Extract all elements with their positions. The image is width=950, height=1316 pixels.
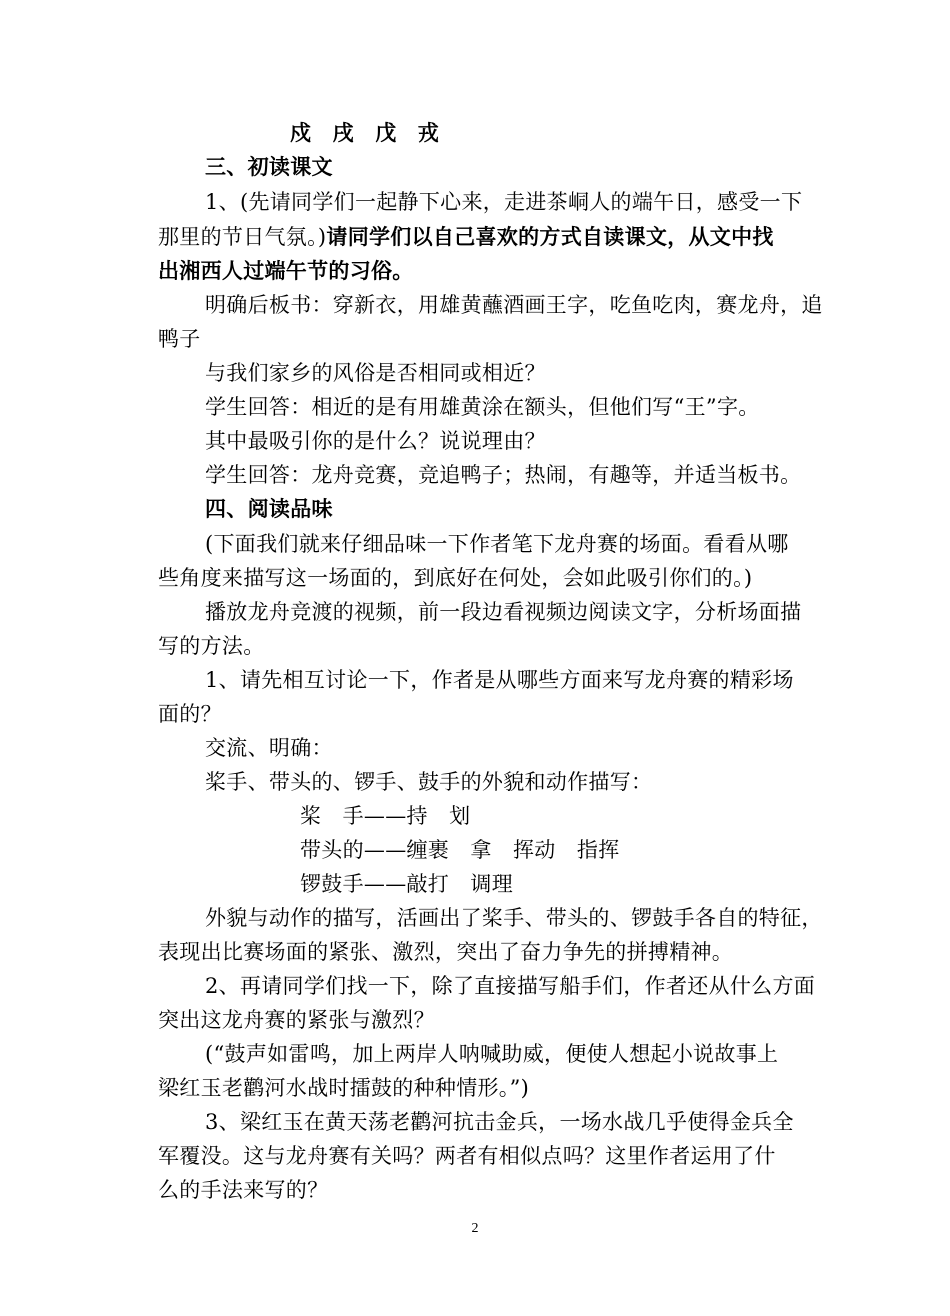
paragraph-line: 学生回答：龙舟竞赛，竞追鸭子；热闹，有趣等，并适当板书。 — [205, 463, 802, 487]
plain-text: 那里的节日气氛。) — [158, 225, 327, 249]
paragraph-line: 3、梁红玉在黄天荡老鹳河抗击金兵，一场水战几乎使得金兵全 — [205, 1110, 794, 1134]
page-number: 2 — [471, 1221, 479, 1236]
paragraph-line: 交流、明确： — [205, 736, 333, 760]
paragraph-line — [158, 220, 868, 254]
paragraph-line: 1、请先相互讨论一下，作者是从哪些方面来写龙舟赛的精彩场 — [205, 668, 794, 692]
paragraph-line: 桨手、带头的、锣手、鼓手的外貌和动作描写： — [205, 770, 653, 794]
paragraph-line: 么的手法来写的？ — [158, 1178, 329, 1202]
title-characters: 戍 戌 戊 戎 — [290, 120, 440, 145]
paragraph-line: 面的？ — [158, 702, 222, 726]
paragraph-line: 写的方法。 — [158, 634, 265, 658]
paragraph-line: (下面我们就来仔细品味一下作者笔下龙舟赛的场面。看看从哪 — [205, 532, 789, 556]
paragraph-line: 出湘西人过端午节的习俗。 — [158, 258, 414, 283]
paragraph-line: 学生回答：相近的是有用雄黄涂在额头，但他们写“王”字。 — [205, 395, 760, 419]
paragraph-line: 突出这龙舟赛的紧张与激烈？ — [158, 1008, 435, 1032]
paragraph-line: 些角度来描写这一场面的，到底好在何处，会如此吸引你们的。) — [158, 566, 753, 590]
paragraph-line: 梁红玉老鹳河水战时擂鼓的种种情形。”) — [158, 1076, 530, 1100]
board-row: 桨 手——持 划 — [300, 804, 471, 828]
board-row: 带头的——缠裹 拿 挥动 指挥 — [300, 838, 620, 862]
paragraph-line: (“鼓声如雷鸣，加上两岸人呐喊助威，便使人想起小说故事上 — [205, 1042, 779, 1066]
paragraph-line: 军覆没。这与龙舟赛有关吗？两者有相似点吗？这里作者运用了什 — [158, 1144, 776, 1168]
paragraph-line: 明确后板书：穿新衣，用雄黄蘸酒画王字，吃鱼吃肉，赛龙舟，追 — [205, 293, 823, 317]
section-heading-4: 四、阅读品味 — [205, 496, 333, 521]
section-heading-3: 三、初读课文 — [205, 154, 333, 179]
paragraph-line: 其中最吸引你的是什么？说说理由？ — [205, 429, 546, 453]
board-row: 锣鼓手——敲打 调理 — [300, 872, 513, 896]
paragraph-line: 播放龙舟竞渡的视频，前一段边看视频边阅读文字，分析场面描 — [205, 600, 802, 624]
bold-text: 请同学们以自己喜欢的方式自读课文，从文中找 — [326, 224, 774, 249]
paragraph-line: 鸭子 — [158, 327, 201, 351]
paragraph-line: 外貌与动作的描写，活画出了桨手、带头的、锣鼓手各自的特征， — [205, 906, 823, 930]
paragraph-line: 2、再请同学们找一下，除了直接描写船手们，作者还从什么方面 — [205, 974, 816, 998]
paragraph-line: 表现出比赛场面的紧张、激烈，突出了奋力争先的拼搏精神。 — [158, 940, 734, 964]
paragraph-line: 与我们家乡的风俗是否相同或相近？ — [205, 361, 546, 385]
paragraph-line: 1、(先请同学们一起静下心来，走进茶峒人的端午日，感受一下 — [205, 190, 803, 214]
